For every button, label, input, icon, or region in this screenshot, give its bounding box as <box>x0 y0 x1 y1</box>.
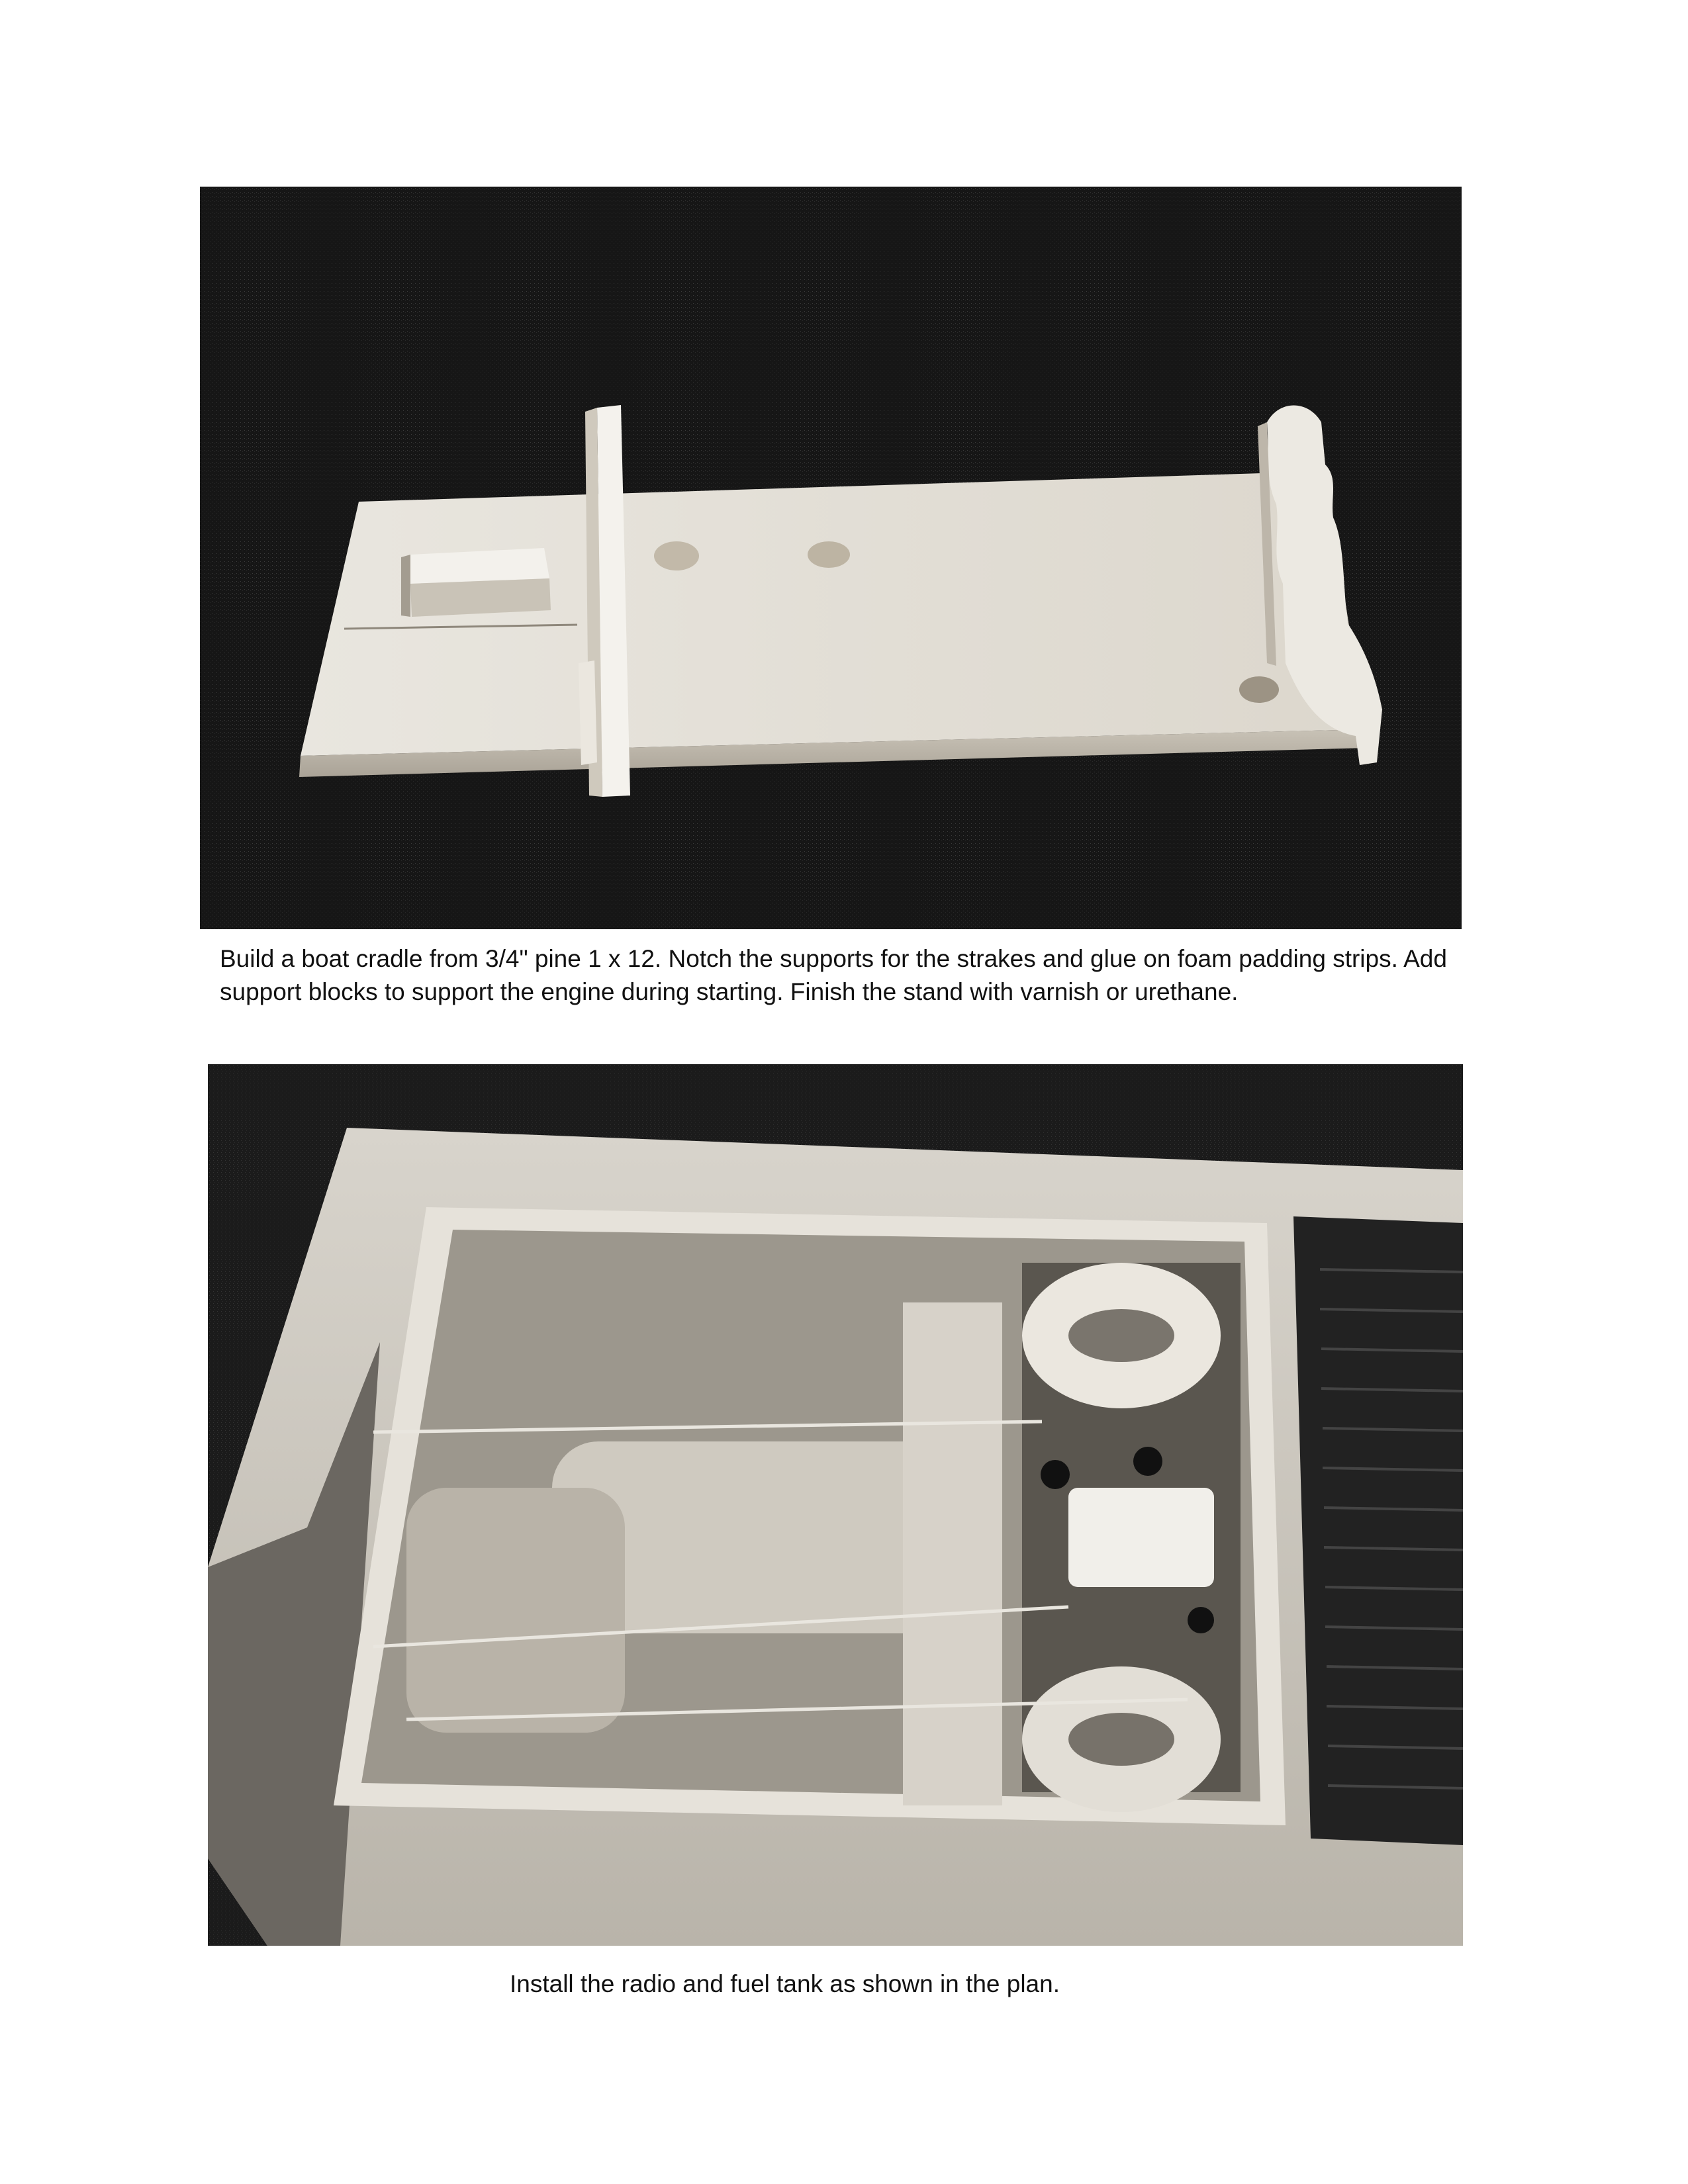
boat-cradle-caption: Build a boat cradle from 3/4" pine 1 x 12. Notch the supports for the strakes and glue on foam padding strips. Add support blocks to support the engine during starting. Finish the stand with varnish or urethane. <box>220 945 1447 1005</box>
boat-cradle-illustration <box>200 187 1462 929</box>
radio-and-fuel-tank-photo <box>208 1064 1463 1946</box>
radio-box-illustration <box>208 1064 1463 1946</box>
radio-install-caption: Install the radio and fuel tank as shown in the plan. <box>510 1970 1060 1997</box>
boat-cradle-photo <box>200 187 1462 929</box>
